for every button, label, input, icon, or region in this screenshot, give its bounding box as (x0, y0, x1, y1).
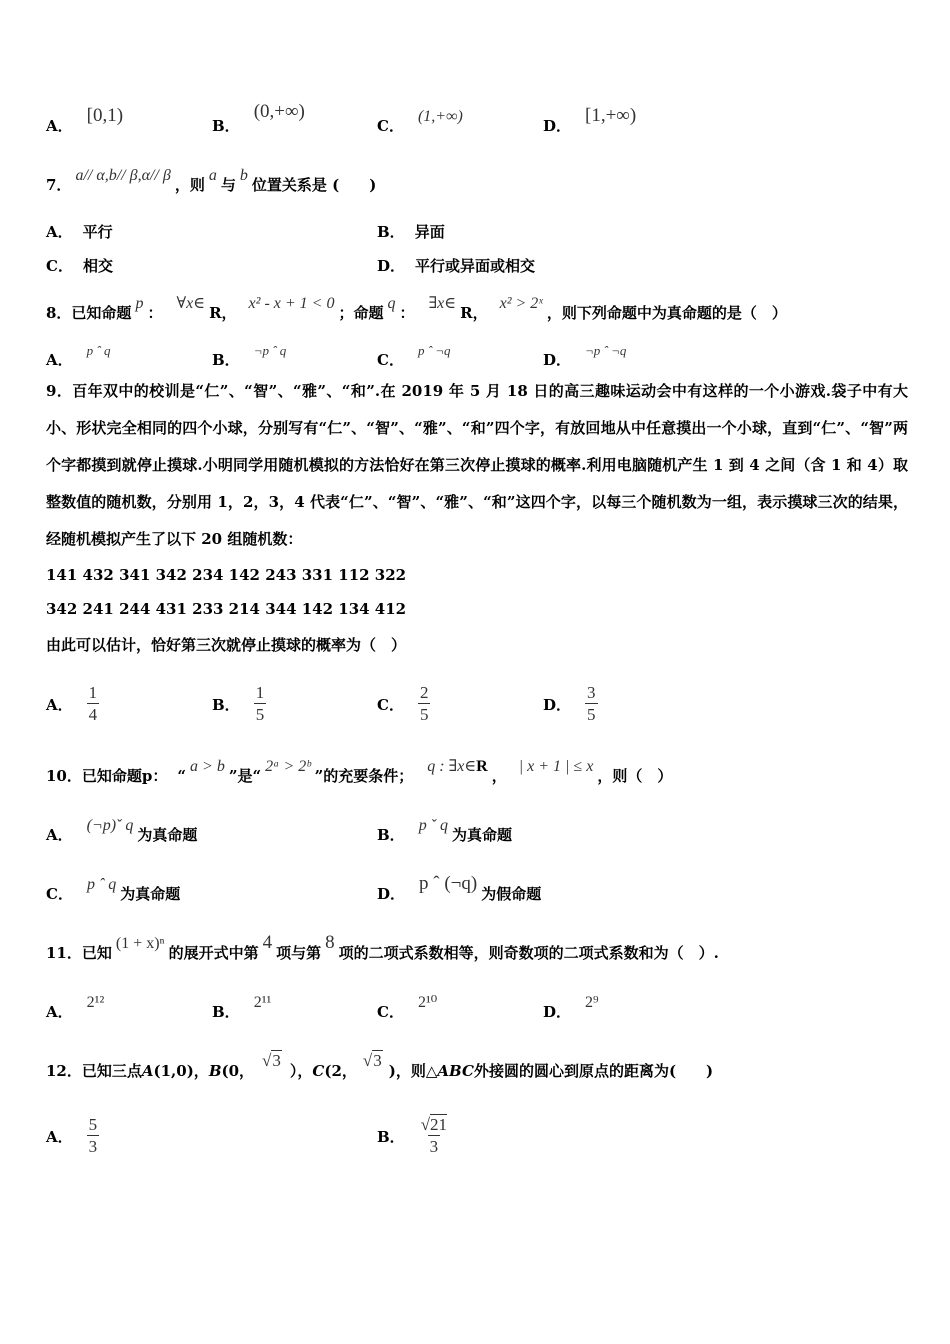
option-math: 2¹⁰ (417, 994, 438, 1011)
denominator: 3 (429, 1137, 439, 1156)
option-math: p ˇ q (418, 817, 449, 834)
option-label: B． (212, 117, 240, 135)
stem-text: (0， (221, 1062, 255, 1080)
q10-stem (46, 758, 910, 786)
q11-option-c (377, 994, 441, 1022)
denominator: 4 (88, 705, 98, 724)
stem-math: a > b (190, 758, 225, 775)
fraction (419, 1115, 449, 1158)
stem-text: p： (141, 767, 168, 785)
stem-text: ”是“ (228, 767, 262, 785)
stem-text: 11．已知 (46, 944, 112, 962)
option-label: C． (377, 351, 404, 369)
numerator: 1 (88, 683, 98, 702)
option-math: (0,+∞) (253, 101, 305, 122)
option-math: 2⁹ (585, 994, 599, 1011)
stem-text: R， (209, 304, 237, 322)
radicand: 3 (373, 1051, 382, 1070)
stem-text: 项的二项式系数相等，则奇数项的二项式系数和为（ ）. (338, 944, 719, 962)
denominator: 5 (419, 705, 429, 724)
numerator: 5 (88, 1115, 98, 1134)
fraction (418, 683, 431, 726)
stem-text: ，则下列命题中为真命题的是（ ） (546, 304, 787, 322)
option-math: p ˆ q (86, 343, 111, 358)
stem-math: x² > 2ˣ (499, 295, 543, 312)
q9-option-d (543, 672, 598, 724)
q7-option-b (377, 221, 445, 242)
numerator: 1 (255, 683, 265, 702)
q8-option-c (377, 343, 455, 370)
q12-option-a (46, 1104, 99, 1156)
q6-option-a (46, 105, 127, 137)
option-label: A． (46, 117, 73, 135)
option-math: 2¹² (86, 994, 105, 1011)
option-label: A． (46, 1003, 73, 1021)
stem-text: ： (147, 304, 163, 322)
option-label: B． (212, 696, 240, 714)
fraction (254, 683, 267, 726)
option-label: B． (212, 351, 240, 369)
triangle-abc: ABC (437, 1062, 474, 1080)
stem-text: 外接圆的圆心到原点的距离为( ) (473, 1062, 714, 1080)
stem-math: (1 + x)ⁿ (115, 935, 165, 952)
stem-math: ∀x∈ (176, 295, 206, 312)
q8-option-d (543, 343, 630, 370)
q8-option-a (46, 343, 114, 370)
option-math: [1,+∞) (585, 105, 637, 126)
q7-option-d (377, 255, 535, 276)
q9-random-row-2: 342 241 244 431 233 214 344 142 134 412 (46, 600, 407, 618)
q6-option-b (212, 101, 309, 137)
q11-option-b (212, 994, 275, 1022)
stem-text: (1,0)， (153, 1062, 209, 1080)
stem-math: | x + 1 | ≤ x (518, 758, 594, 775)
stem-math: q : ∃x∈ (427, 758, 477, 775)
stem-text: 项与第 (276, 944, 322, 962)
option-math: p ˆ (¬q) (419, 873, 478, 894)
q10-option-c (46, 876, 181, 904)
stem-text: ）， (289, 1062, 313, 1080)
var-p: p (135, 295, 144, 312)
q6-option-c (377, 108, 467, 136)
option-label: D． (377, 885, 406, 903)
question-number: 10．已知命题 (46, 767, 142, 785)
numerator: √21 (420, 1115, 448, 1134)
stem-text: ： (399, 304, 415, 322)
numerator: 3 (587, 683, 596, 702)
option-math: (¬p)ˇ q (86, 817, 134, 834)
stem-text: ；命题 (338, 304, 384, 322)
q9-paragraph: 9．百年双中的校训是“仁”、“智”、“雅”、“和”.在 2019 年 5 月 18 日的高三趣味运动会中有这样的一个小游戏.袋子中有大小、形状完全相同的四个小球，分别写有“仁”、“智”、“雅”、“和”四个字，有放回地从中任意摸出一个小球，直到“仁”、“智”两个字都摸到就停止摸球.小明同学用随机模拟的方法恰好在第三次停止摸球的概率.利用电脑随机产生 1 到 4 之间（含 1 和 4）取整数值的随机数，分别用 1，2，3，4 代表“仁”、“智”、“雅”、“和”这四个字，以每三个随机数为一组，表示摸球三次的结果，经随机模拟产生了以下 20 组随机数： (46, 382, 908, 548)
point-b: B (208, 1062, 222, 1080)
point-a: A (141, 1062, 154, 1080)
q10-option-b (377, 817, 513, 845)
stem-text: (2， (324, 1062, 357, 1080)
stem-math: 4 (262, 932, 273, 953)
q10-option-a (46, 817, 198, 845)
radicand: 3 (272, 1051, 281, 1070)
q11-option-d (543, 994, 603, 1022)
stem-math: a// α,b// β,α// β (75, 167, 171, 184)
option-math: [0,1) (86, 105, 124, 126)
stem-text: ， (491, 767, 507, 785)
var-q: q (387, 295, 396, 312)
option-label: A． (46, 1128, 73, 1146)
q8-option-b (212, 343, 290, 370)
option-label: D． (543, 696, 572, 714)
question-number: 7． (46, 176, 72, 194)
q9-option-b (212, 672, 266, 724)
denominator: 3 (88, 1137, 98, 1156)
option-label: D． (543, 1003, 572, 1021)
q7-stem (46, 167, 910, 195)
option-label: C． (46, 885, 73, 903)
option-math: ¬p ˆ ¬q (585, 343, 627, 358)
q7-option-c (46, 255, 113, 276)
option-math: 2¹¹ (253, 994, 272, 1011)
stem-text: 位置关系是 ( ) (251, 176, 377, 194)
option-math: p ˆ ¬q (417, 343, 451, 358)
numerator: 2 (419, 683, 429, 702)
q9-option-a (46, 672, 99, 724)
q6-option-d (543, 105, 640, 137)
stem-text: ，则 (174, 176, 205, 194)
q9-random-row-1: 141 432 341 342 234 142 243 331 112 322 (46, 566, 407, 584)
q7-option-a (46, 221, 113, 242)
denominator: 5 (255, 705, 265, 724)
q12-stem (46, 1051, 910, 1081)
denominator: 5 (587, 705, 596, 724)
option-label: A． (46, 826, 73, 844)
q8-stem (46, 295, 910, 323)
var-b: b (239, 167, 248, 184)
option-math: ¬p ˆ q (253, 343, 287, 358)
sqrt-3: √3 (362, 1051, 382, 1070)
option-label: C． (377, 1003, 404, 1021)
stem-math: 8 (325, 932, 335, 953)
option-label: D． (377, 257, 406, 275)
option-label: B． (377, 826, 405, 844)
radicand: 21 (430, 1115, 448, 1134)
q11-option-a (46, 994, 108, 1022)
stem-math: R (476, 758, 488, 775)
option-text: 相交 (82, 257, 113, 275)
stem-text: ，则（ ） (597, 767, 673, 785)
option-label: B． (377, 223, 405, 241)
sqrt-3: √3 (262, 1051, 281, 1070)
option-label: B． (377, 1128, 405, 1146)
option-label: C． (377, 117, 404, 135)
option-label: C． (46, 257, 73, 275)
stem-text: 的展开式中第 (168, 944, 259, 962)
stem-text: 与 (220, 176, 236, 194)
option-label: A． (46, 696, 73, 714)
point-c: C (312, 1062, 325, 1080)
stem-text: ”的充要条件； (314, 767, 414, 785)
q9-option-c (377, 672, 430, 724)
option-text: 为真命题 (120, 885, 181, 903)
stem-text: R， (460, 304, 488, 322)
option-label: C． (377, 696, 404, 714)
q12-option-b (377, 1104, 449, 1156)
option-math: p ˆ q (86, 876, 117, 893)
fraction (585, 683, 598, 726)
option-label: B． (212, 1003, 240, 1021)
stem-text: 12．已知三点 (46, 1062, 142, 1080)
option-text: 平行 (82, 223, 113, 241)
option-math: (1,+∞) (417, 108, 463, 125)
option-label: A． (46, 351, 73, 369)
option-label: D． (543, 117, 572, 135)
q9-question: 由此可以估计，恰好第三次就停止摸球的概率为（ ） (46, 636, 407, 654)
option-text: 为假命题 (481, 885, 542, 903)
option-text: 为真命题 (137, 826, 198, 844)
option-label: D． (543, 351, 572, 369)
stem-math: ∃x∈ (428, 295, 457, 312)
stem-text: “ (177, 767, 187, 785)
question-number: 8．已知命题 (46, 304, 132, 322)
option-text: 异面 (414, 223, 445, 241)
stem-math: x² - x + 1 < 0 (248, 295, 335, 312)
option-text: 平行或异面或相交 (415, 257, 536, 275)
fraction (87, 683, 100, 726)
fraction (87, 1115, 100, 1158)
stem-text: )，则△ (388, 1062, 438, 1080)
q10-option-d (377, 873, 542, 905)
q11-stem (46, 932, 910, 964)
stem-math: 2ᵃ > 2ᵇ (265, 758, 311, 775)
option-label: A． (46, 223, 73, 241)
option-text: 为真命题 (452, 826, 513, 844)
var-a: a (208, 167, 217, 184)
